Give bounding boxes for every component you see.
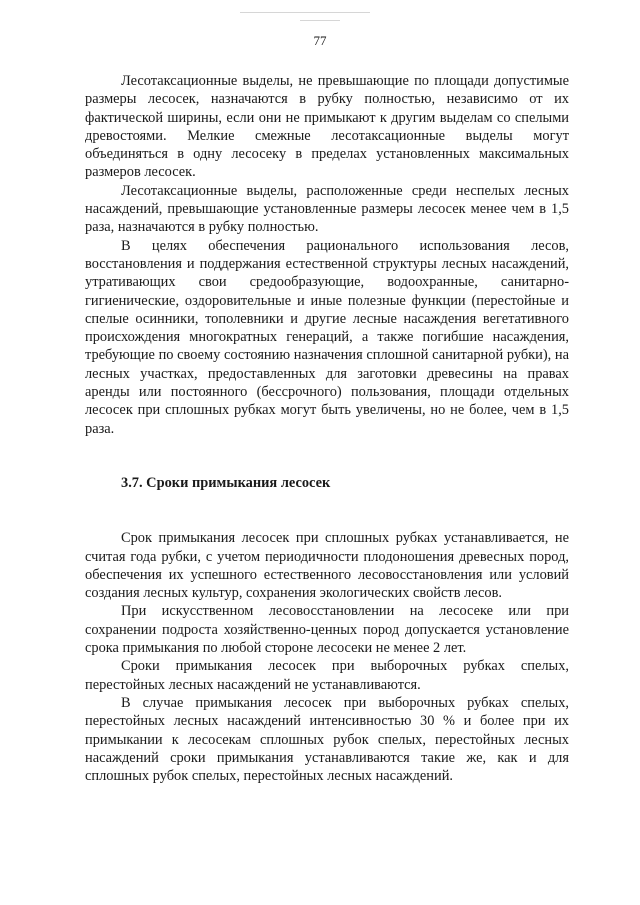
scan-artifact — [240, 12, 370, 13]
document-body — [85, 72, 569, 785]
paragraph: Сроки примыкания лесосек при выборочных рубках спелых, перестойных лесных насаждений не устанавливаются. — [85, 658, 569, 693]
paragraph: В случае примыкания лесосек при выборочных рубках спелых, перестойных лесных насаждений интенсивностью 30 % и более при их примыкании к лесосекам сплошных рубок спелых, перестойных лесных насаждений сроки примыкания устанавливаются такие же, как и для сплошных рубок спелых, перестойных лесных насаждений. — [85, 694, 569, 785]
paragraph: Срок примыкания лесосек при сплошных рубках устанавливается, не считая года рубки, с учетом периодичности плодоношения древесных пород, обеспечения их успешного естественного лесовосстановления или условий создания лесных культур, сохранения экологических свойств лесов. — [85, 530, 569, 602]
paragraph: Лесотаксационные выделы, не превышающие по площади допустимые размеры лесосек, назначаются в рубку полностью, независимо от их фактической ширины, если они не примыкают к другим выделам со спелыми древостоями. Мелкие смежные лесотаксационные выделы могут объединяться в одну лесосеку в пределах установленных максимальных размеров лесосек. — [85, 73, 569, 181]
scan-artifact — [300, 20, 340, 21]
page-number: 77 — [313, 33, 327, 48]
paragraph: Лесотаксационные выделы, расположенные среди неспелых лесных насаждений, превышающие установленные размеры лесосек менее чем в 1,5 раза, назначаются в рубку полностью. — [85, 182, 569, 236]
paragraph: При искусственном лесовосстановлении на лесосеке или при сохранении подроста хозяйственно-ценных пород допускается установление срока примыкания по любой стороне лесосеки не менее 2 лет. — [85, 603, 569, 657]
section-heading: 3.7. Сроки примыкания лесосек — [121, 474, 331, 491]
paragraph: В целях обеспечения рационального использования лесов, восстановления и поддержания естественной структуры лесных насаждений, утративающих свои средообразующие, водоохранные, санитарно-гигиенические, оздоровительные и иные полезные функции (перестойные и спелые осинники, тополевники и другие лесные насаждения вегетативного происхождения многократных генераций, а также погибшие насаждения, требующие по своему состоянию назначения сплошной санитарной рубки), на лесных участках, предоставленных для заготовки древесины на правах аренды или постоянного (бессрочного) пользования, площади отдельных лесосек при сплошных рубках могут быть увеличены, но не более, чем в 1,5 раза. — [85, 237, 569, 437]
